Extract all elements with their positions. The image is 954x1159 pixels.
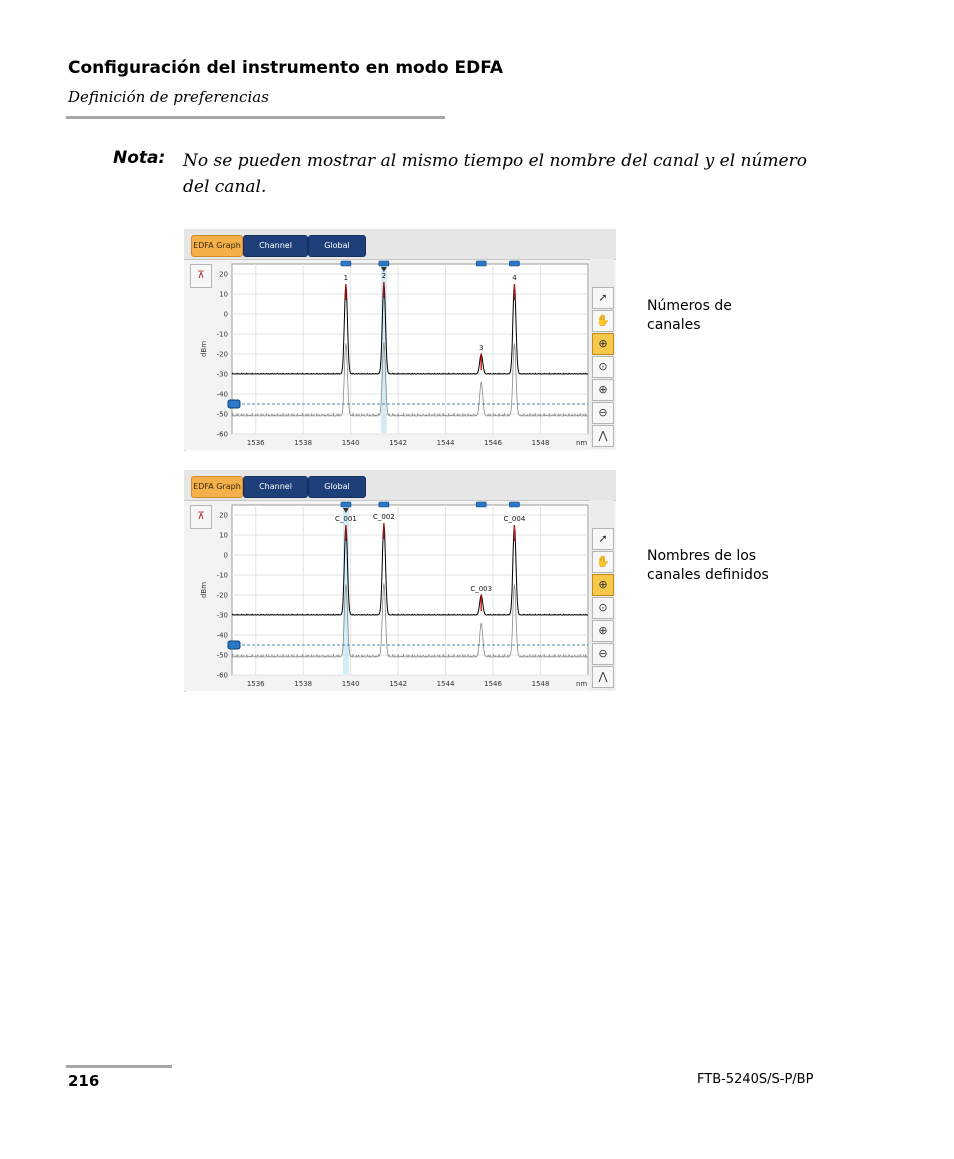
- footer-rule: [66, 1065, 172, 1068]
- graph-toolbar: [590, 259, 614, 449]
- y-tick-label: -10: [216, 571, 228, 580]
- zoom-out-icon[interactable]: ⊖: [592, 402, 614, 424]
- zoom-area-icon[interactable]: ⊕: [592, 574, 614, 596]
- threshold-handle: [228, 641, 240, 649]
- channel-label: C_003: [470, 585, 493, 593]
- channel-label: 3: [478, 344, 484, 352]
- y-axis-label: dBm: [200, 340, 208, 358]
- y-tick-label: -40: [216, 631, 228, 640]
- page-number: 216: [68, 1072, 100, 1090]
- y-tick-label: 0: [223, 551, 228, 560]
- pointer-icon[interactable]: ➚: [592, 287, 614, 309]
- channel-label: 2: [381, 272, 387, 280]
- x-tick-label: 1548: [531, 439, 550, 447]
- channel-marker: [379, 502, 389, 507]
- peak-find-icon[interactable]: ⋀: [592, 666, 614, 688]
- callout-line: Nombres de los: [647, 548, 757, 564]
- x-tick-label: 1546: [484, 439, 502, 447]
- tab-global-results[interactable]: Global: [308, 235, 366, 257]
- threshold-handle: [228, 400, 240, 408]
- x-axis-unit: nm: [576, 439, 588, 447]
- y-axis-label: dBm: [200, 581, 208, 599]
- pan-hand-icon[interactable]: ✋: [592, 310, 614, 332]
- callout-channel-numbers: [647, 297, 732, 335]
- note-text: No se pueden mostrar al mismo tiempo el nombre del canal y el número del canal.: [183, 151, 807, 197]
- channel-marker: [341, 502, 351, 507]
- tab-global-results[interactable]: Global: [308, 476, 366, 498]
- zoom-in-icon[interactable]: ⊕: [592, 379, 614, 401]
- x-tick-label: 1536: [246, 439, 265, 447]
- x-tick-label: 1544: [436, 439, 455, 447]
- plot-area: [184, 501, 616, 691]
- zoom-out-icon[interactable]: ⊖: [592, 643, 614, 665]
- tab-bar: [184, 470, 616, 501]
- channel-label: C_001: [335, 515, 357, 523]
- plot-frame: [232, 505, 588, 675]
- y-tick-label: -40: [216, 390, 228, 399]
- x-tick-label: 1540: [341, 439, 360, 447]
- channel-marker: [341, 261, 351, 266]
- y-tick-label: -50: [216, 651, 228, 660]
- pointer-icon[interactable]: ➚: [592, 528, 614, 550]
- x-tick-label: 1542: [389, 680, 408, 688]
- pan-hand-icon[interactable]: ✋: [592, 551, 614, 573]
- x-tick-label: 1546: [484, 680, 502, 688]
- y-tick-label: 20: [219, 270, 228, 279]
- spectrum-chart: [184, 501, 616, 691]
- y-tick-label: 0: [223, 310, 228, 319]
- tab-channel-results[interactable]: Channel: [243, 476, 308, 498]
- note-label: Nota:: [113, 148, 166, 168]
- y-tick-label: -60: [216, 430, 228, 439]
- y-tick-label: -30: [216, 611, 228, 620]
- zoom-reset-icon[interactable]: ⊙: [592, 356, 614, 378]
- y-tick-label: 20: [219, 511, 228, 520]
- y-tick-label: -50: [216, 410, 228, 419]
- channel-label: C_004: [503, 515, 526, 523]
- x-tick-label: 1544: [436, 680, 455, 688]
- channel-label: C_002: [373, 513, 395, 521]
- section-title: Configuración del instrumento en modo EDFA: [68, 58, 504, 78]
- tab-edfa-graph[interactable]: EDFA Graph: [191, 235, 243, 257]
- y-tick-label: -20: [216, 350, 228, 359]
- peak-find-icon[interactable]: ⋀: [592, 425, 614, 447]
- x-axis-unit: nm: [576, 680, 588, 688]
- graph-toolbar: [590, 500, 614, 690]
- channel-marker: [379, 261, 389, 266]
- y-tick-label: -10: [216, 330, 228, 339]
- marker-icon[interactable]: ⊼: [190, 264, 212, 288]
- zoom-reset-icon[interactable]: ⊙: [592, 597, 614, 619]
- document-code: FTB-5240S/S-P/BP: [697, 1072, 814, 1087]
- screenshot-channel-numbers: [184, 229, 704, 451]
- y-tick-label: 10: [219, 290, 228, 299]
- callout-line: canales definidos: [647, 567, 769, 583]
- tab-edfa-graph[interactable]: EDFA Graph: [191, 476, 243, 498]
- y-tick-label: -60: [216, 671, 228, 680]
- x-tick-label: 1540: [341, 680, 360, 688]
- tab-channel-results[interactable]: Channel: [243, 235, 308, 257]
- screenshot-channel-names: [184, 470, 704, 692]
- x-tick-label: 1536: [246, 680, 265, 688]
- header-rule: [66, 116, 445, 119]
- channel-marker: [476, 261, 486, 266]
- spectrum-chart: [184, 260, 616, 450]
- plot-area: [184, 260, 616, 450]
- y-tick-label: -30: [216, 370, 228, 379]
- channel-label: 1: [343, 274, 349, 282]
- y-tick-label: 10: [219, 531, 228, 540]
- x-tick-label: 1548: [531, 680, 550, 688]
- x-tick-label: 1538: [294, 680, 313, 688]
- section-subtitle: Definición de preferencias: [68, 88, 269, 106]
- zoom-area-icon[interactable]: ⊕: [592, 333, 614, 355]
- y-tick-label: -20: [216, 591, 228, 600]
- x-tick-label: 1542: [389, 439, 408, 447]
- marker-icon[interactable]: ⊼: [190, 505, 212, 529]
- plot-frame: [232, 264, 588, 434]
- tab-bar: [184, 229, 616, 260]
- x-tick-label: 1538: [294, 439, 313, 447]
- callout-line: Números de: [647, 298, 732, 314]
- callout-line: canales: [647, 317, 701, 333]
- channel-marker: [509, 261, 519, 266]
- zoom-in-icon[interactable]: ⊕: [592, 620, 614, 642]
- channel-marker: [476, 502, 486, 507]
- channel-label: 4: [512, 274, 517, 282]
- callout-channel-names: [647, 547, 769, 585]
- channel-marker: [509, 502, 519, 507]
